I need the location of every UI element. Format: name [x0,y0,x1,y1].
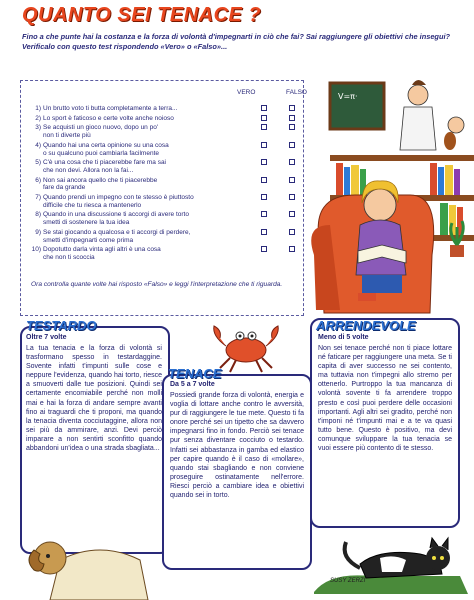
testardo-subtitle: Oltre 7 volte [26,334,67,341]
falso-checkbox[interactable] [289,159,295,165]
quiz-question [31,246,231,261]
question-text: Dopotutto darla vinta agli altri è una cosa [43,246,161,254]
quiz-question [31,159,231,174]
question-number: 1) [35,105,41,112]
question-text: Quando prendi un impegno con te stesso è piuttosto [43,194,194,202]
vero-checkbox[interactable] [261,115,267,121]
quiz-question [31,124,231,139]
testardo-body: La tua tenacia e la forza di volontà si trasformano spesso in testardaggine. Sovente infatti t'impunti sulle cose e neppure l'evidenza, quando hai torto, riesce a smuoverti dalle tue posizioni. Quindi sei certamente encomiabile perché non molli mai e hai la forza di andare sempre avanti fino ai traguardi che ti proponi, ma quando la tenacia diventa cocciutaggine, allora non sei più da ammirare, anzi. Devi perciò imparare a non sentirti sconfitto quando abbandoni un'idea o una strada sbagliata... [26,345,162,453]
col-true-label: VERO [237,89,256,96]
question-text: Lo sport è faticoso e certe volte anche noioso [43,114,174,122]
quiz-question [31,177,231,192]
question-text: Non sai ancora quello che ti piacerebbe [43,176,158,184]
question-number: 9) [35,228,41,236]
question-number: 6) [35,176,41,184]
quiz-question [31,115,231,123]
quiz-column-headers [237,89,307,96]
question-number: 2) [35,114,41,122]
svg-text:V=π·: V=π· [338,92,358,101]
tenace-body: Possiedi grande forza di volontà, energia e voglia di lottare anche contro le avversità, pur di raggiungere le tue mete. Questo ti fa onore perché sei un tipetto che sa davvero impegnarsi fino in fondo. Perciò sei tenace pur senza diventare cocciuto o testardo. Infatti sei abbastanza in gamba ed elastico per capire quando è il caso di «mollare», quando stai sbagliando e non conviene proseguire ostinatamente nell'errore. Riesci perciò a cambiare idea e obiettivi quando sei in torto. [170,392,304,500]
falso-checkbox[interactable] [289,246,295,252]
question-text: o su qualcuno puoi cambiarla facilmente [43,149,159,157]
quiz-question [31,142,231,157]
question-number: 4) [35,141,41,149]
cat-illustration [310,528,474,598]
question-text: che non ti scoccia [43,253,95,261]
falso-checkbox[interactable] [289,115,295,121]
quiz-footer: Ora controlla quante volte hai risposto «Falso» e leggi l'interpretazione che ti riguarda. [31,281,283,288]
page-title: QUANTO SEI TENACE ? [22,4,262,26]
question-text: fare da grande [43,184,86,192]
question-text: smetti di sostenere la tua idea [43,219,130,227]
falso-checkbox[interactable] [289,105,295,111]
vero-checkbox[interactable] [261,229,267,235]
vero-checkbox[interactable] [261,194,267,200]
question-text: C'è una cosa che ti piacerebbe fare ma sai [43,159,167,167]
falso-checkbox[interactable] [289,142,295,148]
intro-text: Fino a che punte hai la costanza e la forza di volontà d'impegnarti in ciò che fai? Sai raggiungere gli obiettivi che insegui? Verificalo con questo test rispondendo «Vero» o «Falso»... [22,32,451,51]
testardo-title: TESTARDO [26,318,97,333]
vero-checkbox[interactable] [261,124,267,130]
question-text: che non devi. Allora non la fai... [43,166,134,174]
question-number: 5) [35,159,41,167]
arrendevole-title: ARRENDEVOLE [316,318,416,333]
question-text: difficile che tu riesca a mantenerlo [43,201,142,209]
question-text: Quando hai una certa opinione su una cosa [43,141,169,149]
arrendevole-body: Non sei tenace perché non ti piace lottare né faticare per raggiungere una meta. Se ti capita di aver successo ne sei contento, ma tuttavia non t'impegni allo stremo per ottenerlo. Purtroppo la tua mancanza di volontà sovente ti fa arrendere troppo presto e così puoi perdere delle occasioni importanti. Agli altri sei gradito, perché non t'imponi né t'impunti mai e a te va quasi tutto bene. Questo è positivo, ma devi comunque sviluppare la tua tenacia se vuoi essere più contento di te stesso. [318,345,452,453]
question-list [31,105,303,264]
falso-checkbox[interactable] [289,194,295,200]
quiz-question [31,211,231,226]
girl-reading-illustration [300,55,474,330]
quiz-question [31,194,231,209]
quiz-question [31,229,231,244]
question-text: Se stai giocando a qualcosa e ti accorgi di perdere, [43,228,191,236]
ram-illustration [20,530,170,600]
arrendevole-subtitle: Meno di 5 volte [318,334,369,341]
vero-checkbox[interactable] [261,211,267,217]
tenace-subtitle: Da 5 a 7 volte [170,381,215,388]
vero-checkbox[interactable] [261,246,267,252]
question-text: Se acquisti un gioco nuovo, dopo un po' [43,124,159,132]
falso-checkbox[interactable] [289,177,295,183]
vero-checkbox[interactable] [261,159,267,165]
falso-checkbox[interactable] [289,211,295,217]
quiz-box [20,80,307,316]
tenace-title: TENACE [168,366,222,381]
col-false-label: FALSO [286,89,307,96]
vero-checkbox[interactable] [261,142,267,148]
falso-checkbox[interactable] [289,124,295,130]
quiz-question [31,105,231,113]
question-number: 7) [35,194,41,202]
question-number: 3) [35,124,41,132]
question-number: 8) [35,211,41,219]
falso-checkbox[interactable] [289,229,295,235]
question-text: smetti d'impegnarti come prima [43,236,134,244]
question-text: Quando in una discussione ti accorgi di avere torto [43,211,189,219]
question-number: 10) [31,246,41,254]
question-text: Un brutto voto ti butta completamente a terra... [43,105,178,112]
question-text: non ti diverte più [43,132,91,140]
vero-checkbox[interactable] [261,105,267,111]
artist-signature: SUSY ZERZI [330,578,366,584]
vero-checkbox[interactable] [261,177,267,183]
